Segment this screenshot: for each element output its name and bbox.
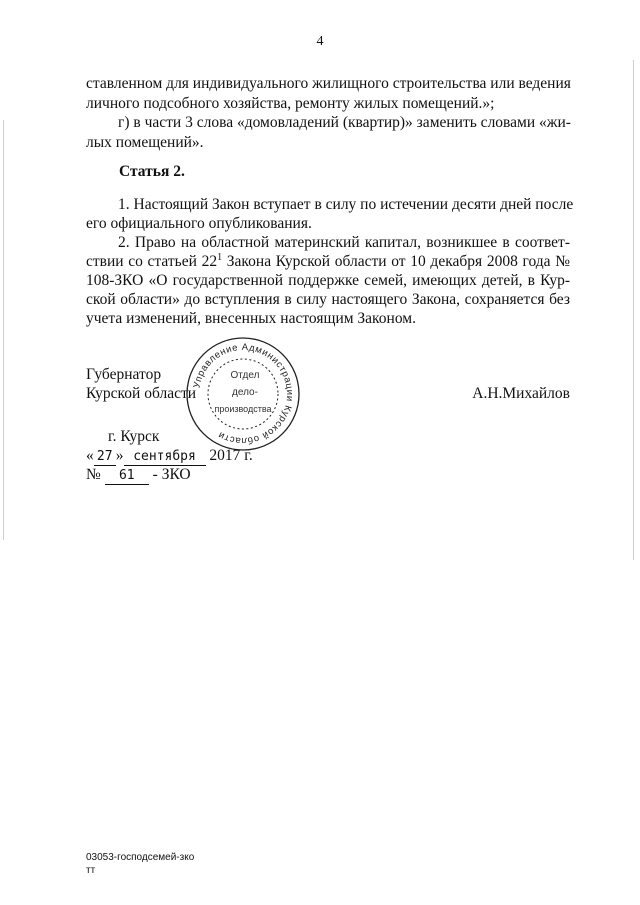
law-number: 61 bbox=[105, 468, 149, 485]
article-p2-line-3: 108-ЗКО «О государственной поддержке семей, имеющих детей, в Кур- bbox=[86, 272, 570, 289]
article-p2-line-4: ской области» до вступления в силу настоящего Закона, сохраняется без bbox=[86, 291, 570, 308]
intro-line-2: личного подсобного хозяйства, ремонту жилых помещений.»; bbox=[86, 95, 495, 112]
intro-line-1: ставленном для индивидуального жилищного строительства или ведения bbox=[86, 75, 571, 92]
date-day: 27 bbox=[94, 449, 116, 466]
office-stamp bbox=[183, 335, 303, 453]
article-p1-line-2: его официального опубликования. bbox=[86, 215, 312, 232]
signatory-name: А.Н.Михайлов bbox=[472, 385, 570, 402]
date-year: 2017 г. bbox=[209, 447, 253, 464]
stamp-center-line-3: производства bbox=[214, 404, 272, 414]
article-heading: Статья 2. bbox=[119, 163, 185, 180]
article-p1-line-1: 1. Настоящий Закон вступает в силу по истечении десяти дней после bbox=[118, 196, 574, 213]
article-p2-line-1: 2. Право на областной материнский капитал, возникшее в соответ- bbox=[118, 234, 570, 251]
law-number-line bbox=[86, 465, 191, 485]
footer-initials: тт bbox=[86, 865, 96, 876]
number-sign: № bbox=[86, 466, 101, 483]
intro-line-4: лых помещений». bbox=[86, 134, 204, 151]
date-line bbox=[86, 446, 253, 466]
footer-code: 03053-господсемей-зко bbox=[86, 852, 195, 863]
intro-line-3: г) в части 3 слова «домовладений (квартир)» заменить словами «жи- bbox=[118, 114, 571, 131]
scan-edge-left bbox=[3, 120, 4, 540]
stamp-ring-text: Управление Администрации Курской области bbox=[191, 341, 296, 447]
scan-edge-right bbox=[633, 60, 634, 560]
p2-line2-superscript: 1 bbox=[217, 252, 223, 263]
p2-line2-pre: ствии со статьей 22 bbox=[86, 253, 218, 270]
date-close-quote: » bbox=[115, 447, 124, 464]
stamp-center-line-2: дело- bbox=[232, 387, 258, 398]
page-number: 4 bbox=[316, 34, 324, 49]
signature-title-line-2: Курской области bbox=[86, 385, 197, 402]
article-p2-line-2 bbox=[86, 252, 570, 272]
signature-title-line-1: Губернатор bbox=[86, 366, 162, 383]
date-open-quote: « bbox=[86, 447, 94, 464]
place-city: г. Курск bbox=[108, 428, 160, 445]
law-number-suffix: - ЗКО bbox=[152, 466, 191, 483]
date-month: сентября bbox=[124, 449, 206, 466]
p2-line2-post: Закона Курской области от 10 декабря 2008 года № bbox=[222, 253, 571, 270]
stamp-center-line-1: Отдел bbox=[230, 370, 260, 381]
article-p2-line-5: учета изменений, внесенных настоящим Законом. bbox=[86, 310, 416, 327]
